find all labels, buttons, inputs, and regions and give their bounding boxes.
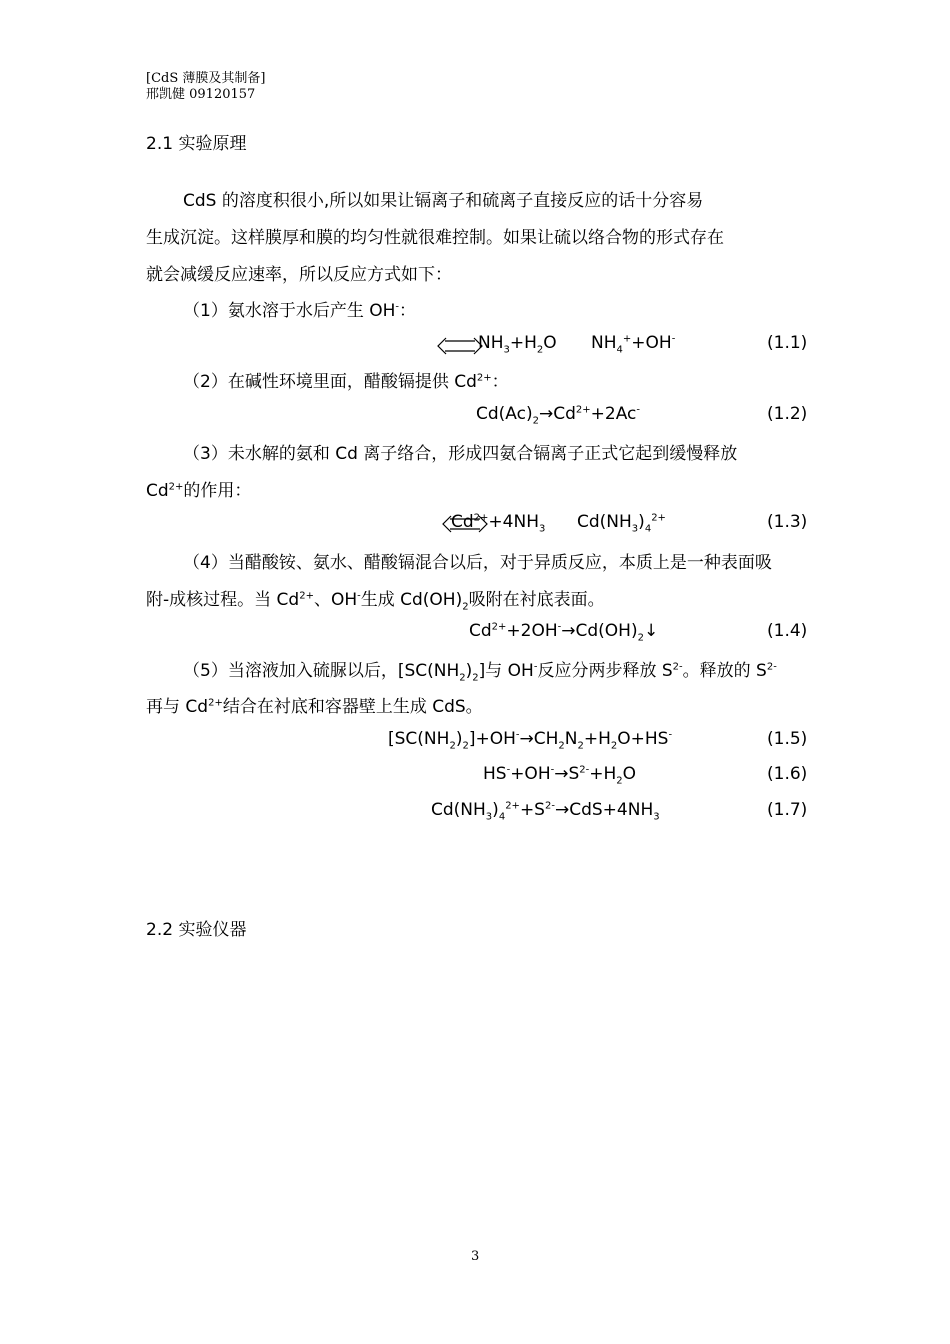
paragraph-line: 生成沉淀。这样膜厚和膜的均匀性就很难控制。如果让硫以络合物的形式存在 — [146, 228, 724, 248]
equation-1-5: $[SC(NH_2)_2]+OH^-\to CH_2N_2+H_2O+HS^-$ — [388, 729, 673, 752]
paragraph-line: 就会减缓反应速率，所以反应方式如下： — [146, 265, 452, 285]
step-3-line1: （3）未水解的氨和 Cd 离子络合，形成四氨合镉离子正式它起到缓慢释放 — [183, 444, 738, 464]
step-5-line2: 再与 $Cd^{2+}$结合在衬底和容器壁上生成 CdS。 — [146, 697, 483, 717]
equation-1-1-lhs: $NH_3+H_2O$ — [478, 333, 557, 356]
equation-number: (1.6) — [767, 764, 808, 784]
step-3-line2: $Cd^{2+}$的作用： — [146, 481, 252, 501]
equation-1-4: $Cd^{2+}+2OH^-\to Cd(OH)_2↓$ — [469, 621, 659, 644]
equation-number: (1.1) — [767, 333, 808, 353]
equation-1-1-rhs: $NH_4^++OH^-$ — [591, 333, 676, 356]
step-5-line1: （5）当溶液加入硫脲以后，$[SC(NH_2)_2]$与 OH-反应分两步释放 $S^{2-}$。释放的 $S^{2-}$ — [183, 661, 777, 684]
equation-number: (1.5) — [767, 729, 808, 749]
header-author: 邢凯健 09120157 — [146, 87, 256, 102]
equation-1-2: $Cd(Ac)_2\to Cd^{2+}+2Ac^-$ — [476, 404, 640, 427]
double-arrow-icon — [437, 337, 483, 355]
section-title: 2.2 实验仪器 — [146, 920, 247, 940]
step-4-line1: （4）当醋酸铵、氨水、醋酸镉混合以后，对于异质反应，本质上是一种表面吸 — [183, 553, 772, 573]
step-2: （2）在碱性环境里面，醋酸镉提供 $Cd^{2+}$： — [183, 372, 509, 392]
equation-number: (1.7) — [767, 800, 808, 820]
equation-1-3-lhs: $Cd^{2+}+4NH_3$ — [451, 512, 546, 535]
step-1: （1）氨水溶于水后产生 OH-： — [183, 301, 416, 321]
equation-number: (1.4) — [767, 621, 808, 641]
page-number: 3 — [471, 1249, 480, 1264]
step-4-line2: 附-成核过程。当 $Cd^{2+}$、OH-生成 $Cd(OH)_2$吸附在衬底表面。 — [146, 590, 605, 613]
header-title: [CdS 薄膜及其制备] — [146, 71, 266, 86]
equation-1-7: $Cd(NH_3)_4^{2+}+S^{2-}\to CdS+4NH_3$ — [431, 800, 660, 823]
section-title: 2.1 实验原理 — [146, 134, 247, 154]
equation-1-6: $HS^-+OH^-\to S^{2-}+H_2O$ — [483, 764, 637, 787]
paragraph-line: CdS 的溶度积很小,所以如果让镉离子和硫离子直接反应的话十分容易 — [183, 191, 704, 211]
equation-1-3-rhs: $Cd(NH_3)_4^{2+}$ — [577, 512, 666, 535]
double-arrow-icon — [442, 515, 488, 533]
equation-number: (1.3) — [767, 512, 808, 532]
equation-number: (1.2) — [767, 404, 808, 424]
